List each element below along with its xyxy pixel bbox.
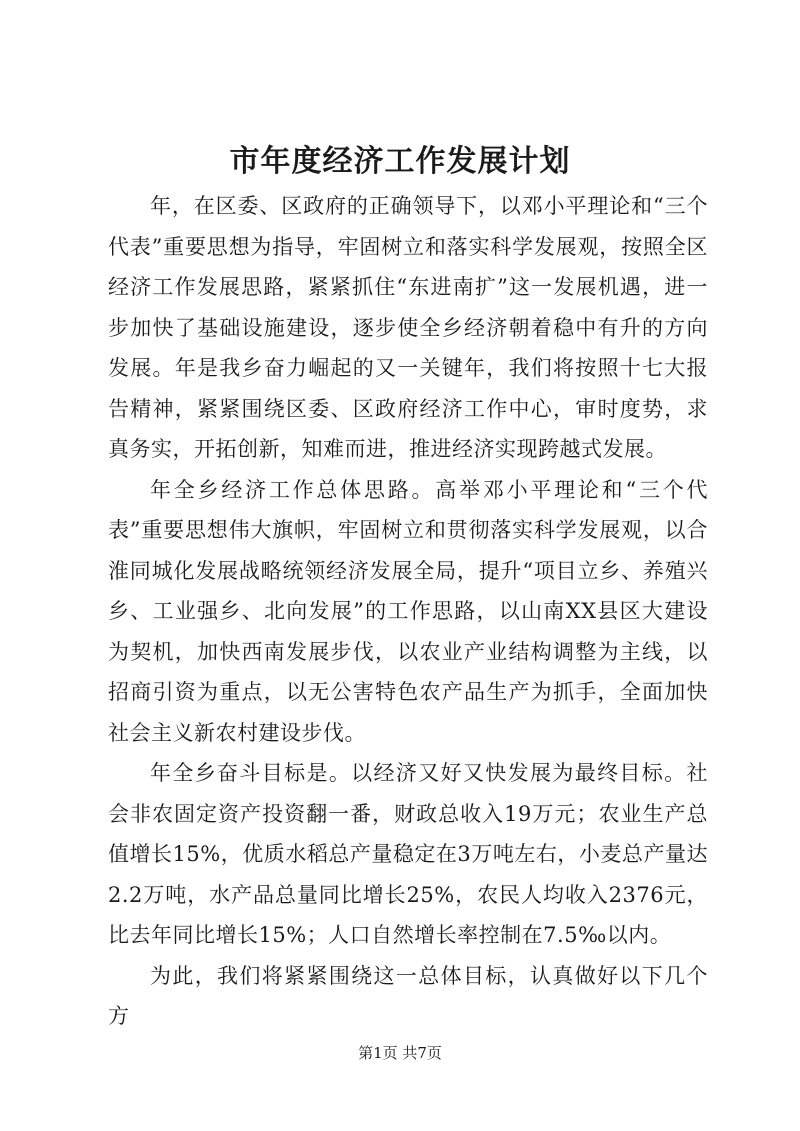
paragraph-1: 年，在区委、区政府的正确领导下，以邓小平理论和“三个代表”重要思想为指导，牢固树立和落实科学发展观，按照全区经济工作发展思路，紧紧抓住“东进南扩”这一发展机遇，进一步加快了基础设施建设，逐步使全乡经济朝着稳中有升的方向发展。年是我乡奋力崛起的又一关键年，我们将按照十七大报告精神，紧紧围绕区委、区政府经济工作中心，审时度势，求真务实，开拓创新，知难而进，推进经济实现跨越式发展。 (108, 194, 708, 461)
page-footer (0, 1043, 800, 1063)
paragraph-3: 年全乡奋斗目标是。以经济又好又快发展为最终目标。社会非农固定资产投资翻一番，财政总收入19万元；农业生产总值增长15%，优质水稻总产量稳定在3万吨左右，小麦总产量达2.2万吨，水产品总量同比增长25%，农民人均收入2376元，比去年同比增长15%；人口自然增长率控制在7.5‰以内。 (108, 761, 708, 947)
document-title: 市年度经济工作发展计划 (229, 144, 571, 179)
paragraph-4: 为此，我们将紧紧围绕这一总体目标，认真做好以下几个方 (108, 963, 708, 1028)
page-indicator: 第1页 共7页 (358, 1044, 442, 1062)
document-body (108, 186, 708, 1037)
paragraph-2: 年全乡经济工作总体思路。高举邓小平理论和“三个代表”重要思想伟大旗帜，牢固树立和贯彻落实科学发展观，以合淮同城化发展战略统领经济发展全局，提升“项目立乡、养殖兴乡、工业强乡、北向发展”的工作思路，以山南XX县区大建设为契机，加快西南发展步伐，以农业产业结构调整为主线，以招商引资为重点，以无公害特色农产品生产为抓手，全面加快社会主义新农村建设步伐。 (108, 477, 708, 745)
